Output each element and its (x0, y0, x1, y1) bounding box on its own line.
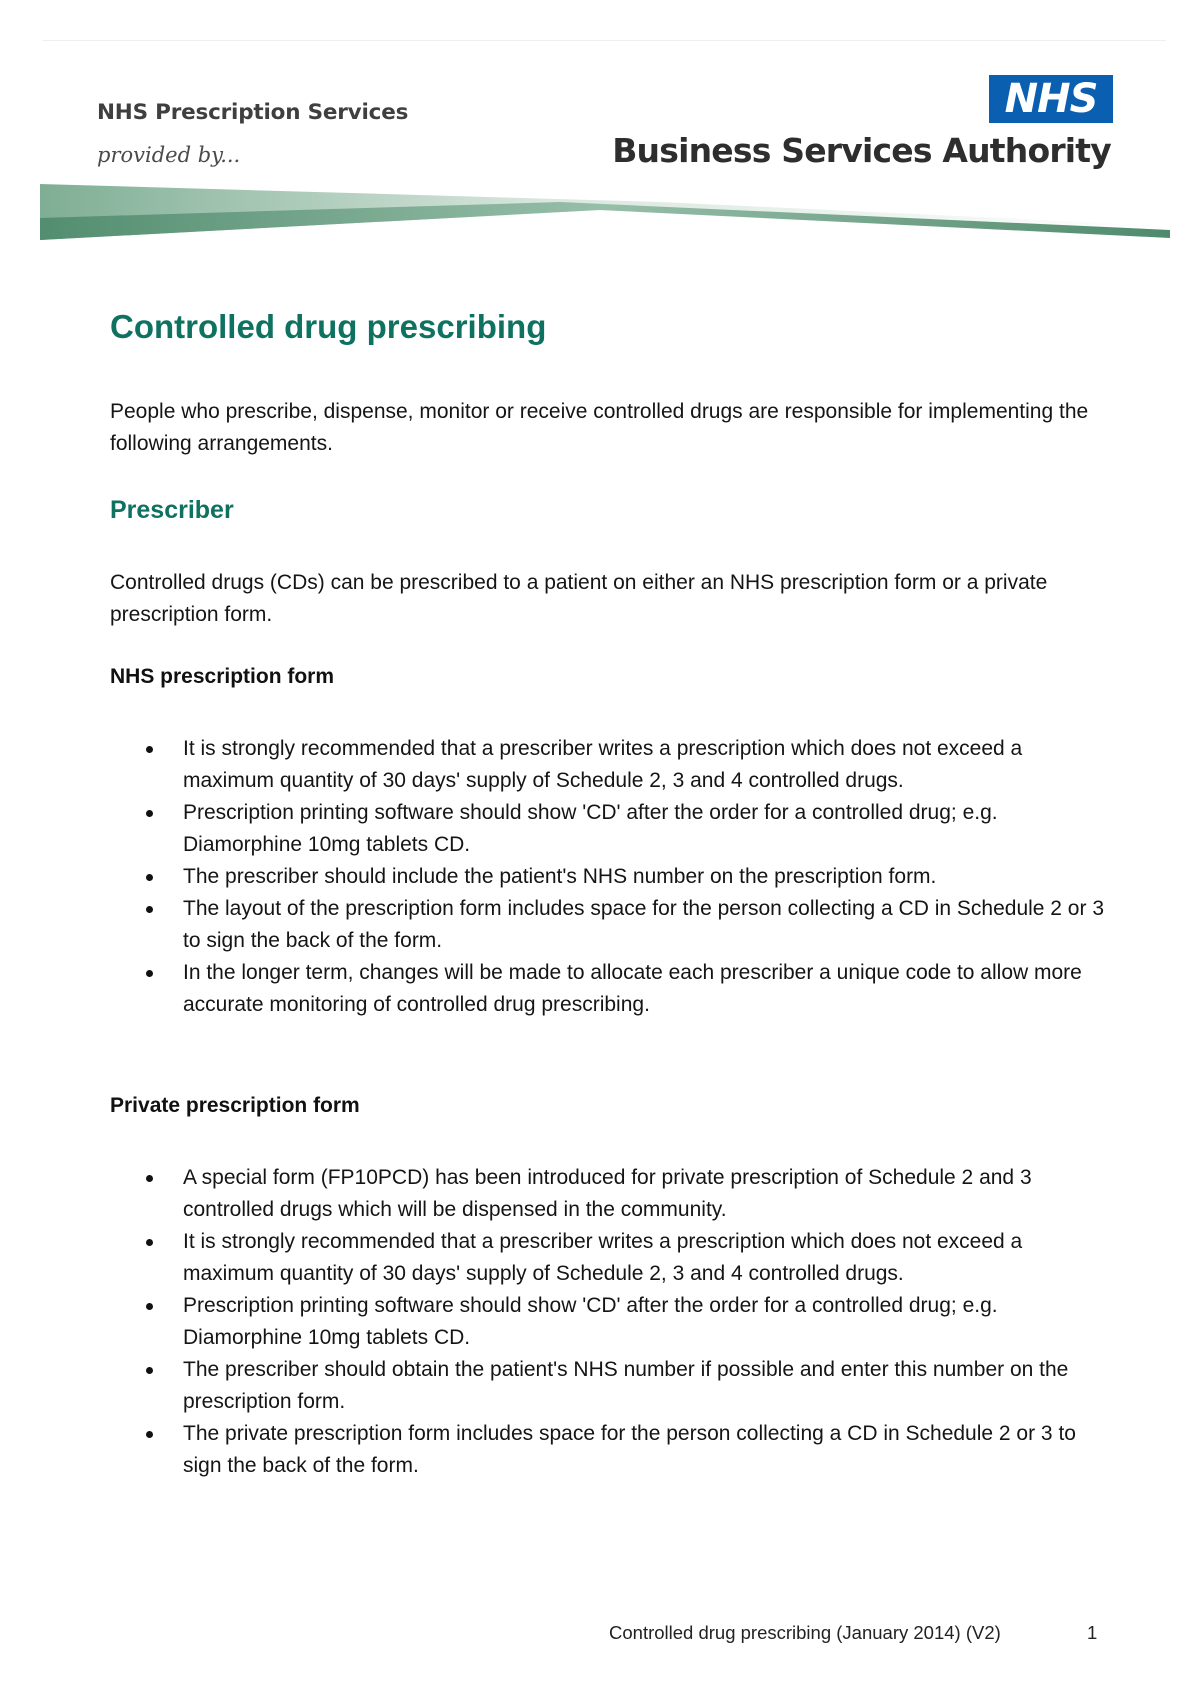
authority-name: Business Services Authority (612, 131, 1111, 170)
bullet-icon (146, 874, 153, 881)
list-item-text: It is strongly recommended that a prescriber writes a prescription which does not exceed a maximum quantity of 30 days' supply of Schedule 2, 3 and 4 controlled drugs. (183, 1230, 1023, 1285)
list-item-text: The prescriber should include the patient's NHS number on the prescription form. (183, 865, 937, 888)
service-name: NHS Prescription Services (97, 100, 409, 125)
footer-text: Controlled drug prescribing (January 2014) (V2) (609, 1622, 1001, 1643)
bullet-icon (146, 906, 153, 913)
intro-paragraph: People who prescribe, dispense, monitor or receive controlled drugs are responsible for implementing the following arrangements. (110, 400, 1089, 455)
list-item (110, 797, 1110, 861)
nhs-form-bullet-list (110, 733, 1110, 1021)
list-item-text: In the longer term, changes will be made to allocate each prescriber a unique code to allow more accurate monitoring of controlled drug prescribing. (183, 961, 1082, 1016)
section-heading-prescriber: Prescriber (110, 496, 234, 524)
list-item-text: It is strongly recommended that a prescriber writes a prescription which does not exceed a maximum quantity of 30 days' supply of Schedule 2, 3 and 4 controlled drugs. (183, 737, 1023, 792)
bullet-icon (146, 1303, 153, 1310)
list-item-text: Prescription printing software should show 'CD' after the order for a controlled drug; e.g. Diamorphine 10mg tablets CD. (183, 1294, 998, 1349)
provided-by-text: provided by... (97, 143, 241, 167)
subheading-private-prescription-form: Private prescription form (110, 1094, 360, 1117)
page-title: Controlled drug prescribing (110, 308, 547, 345)
list-item (110, 1418, 1110, 1482)
page-number: 1 (1087, 1622, 1098, 1643)
header-left (97, 100, 408, 167)
list-item (110, 893, 1110, 957)
bullet-icon (146, 1175, 153, 1182)
list-item-text: The layout of the prescription form includes space for the person collecting a CD in Schedule 2 or 3 to sign the back of the form. (183, 897, 1104, 952)
list-item (110, 957, 1110, 1021)
top-rule (43, 40, 1166, 41)
bullet-icon (146, 746, 153, 753)
bullet-icon (146, 970, 153, 977)
bullet-icon (146, 1367, 153, 1374)
list-item-text: The prescriber should obtain the patient's NHS number if possible and enter this number on the prescription form. (183, 1358, 1069, 1413)
private-form-bullet-list (110, 1162, 1110, 1482)
bullet-icon (146, 1431, 153, 1438)
list-item (110, 861, 1110, 893)
list-item (110, 1354, 1110, 1418)
list-item-text: A special form (FP10PCD) has been introduced for private prescription of Schedule 2 and 3 controlled drugs which will be dispensed in the community. (183, 1166, 1032, 1221)
bullet-icon (146, 1239, 153, 1246)
list-item-text: The private prescription form includes space for the person collecting a CD in Schedule 2 or 3 to sign the back of the form. (183, 1422, 1076, 1477)
list-item (110, 1226, 1110, 1290)
list-item (110, 1162, 1110, 1226)
nhs-logo: NHS (989, 75, 1113, 123)
list-item (110, 733, 1110, 797)
header-swoosh-graphic (40, 180, 1170, 250)
prescriber-paragraph: Controlled drugs (CDs) can be prescribed to a patient on either an NHS prescription form or a private prescription form. (110, 571, 1048, 626)
list-item-text: Prescription printing software should show 'CD' after the order for a controlled drug; e.g. Diamorphine 10mg tablets CD. (183, 801, 998, 856)
list-item (110, 1290, 1110, 1354)
subheading-nhs-prescription-form: NHS prescription form (110, 665, 335, 688)
bullet-icon (146, 810, 153, 817)
